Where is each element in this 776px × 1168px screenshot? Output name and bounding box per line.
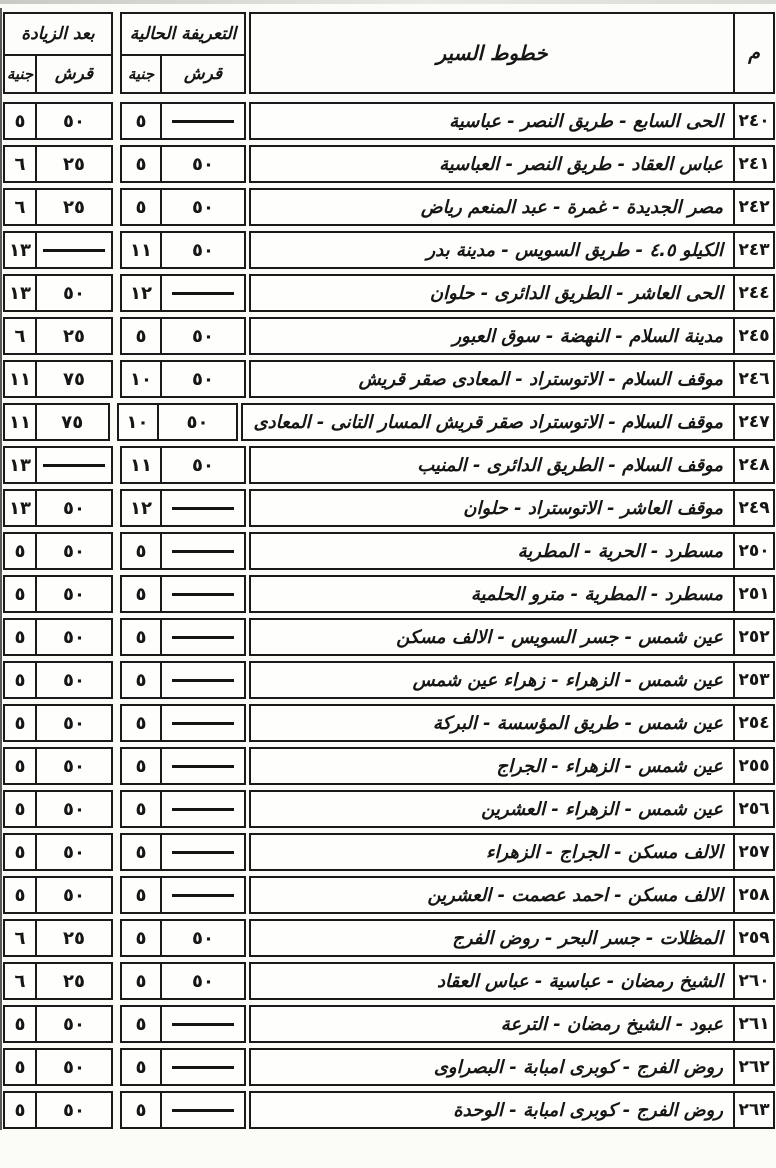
after-pounds-cell: ١٣ xyxy=(5,233,37,267)
after-piasters-cell: ٥٠ xyxy=(63,282,85,304)
after-piasters-cell: ٥٠ xyxy=(63,712,85,734)
after-increase-cells xyxy=(3,102,113,140)
route-cell: عين شمس - الزهراء - الجراج xyxy=(496,755,723,777)
current-tariff-cells xyxy=(120,489,246,527)
current-tariff-cells xyxy=(120,618,246,656)
route-cell: الشيخ رمضان - عباسية - عباس العقاد xyxy=(436,970,723,992)
current-pounds-cell: ٥ xyxy=(122,835,162,869)
table-row xyxy=(3,1005,775,1043)
after-increase-cells xyxy=(3,274,113,312)
route-serial-cells xyxy=(249,704,775,742)
current-piasters-cell xyxy=(162,792,244,826)
route-serial-cells xyxy=(249,833,775,871)
current-pounds-cell: ٥ xyxy=(122,964,162,998)
current-tariff-cells xyxy=(120,790,246,828)
route-cell: عين شمس - الزهراء - العشرين xyxy=(481,798,723,820)
table-row xyxy=(3,1048,775,1086)
table-row xyxy=(3,102,775,140)
after-pounds-cell: ٦ xyxy=(5,147,37,181)
route-serial-cells xyxy=(249,919,775,957)
route-cell: عين شمس - طريق المؤسسة - البركة xyxy=(432,712,723,734)
after-pounds-cell: ٦ xyxy=(5,190,37,224)
current-tariff-cells xyxy=(120,1005,246,1043)
route-cell: عين شمس - الزهراء - زهراء عين شمس xyxy=(412,669,723,691)
current-piasters-cell: ٥٠ xyxy=(192,325,214,347)
after-pounds-cell: ٥ xyxy=(5,620,37,654)
header-routes-serial xyxy=(249,12,775,94)
table-row xyxy=(3,1091,775,1129)
route-serial-cells xyxy=(249,360,775,398)
current-piasters-cell: ٥٠ xyxy=(192,196,214,218)
table-row xyxy=(3,403,775,441)
table-row xyxy=(3,532,775,570)
route-cell: موقف السلام - الطريق الدائرى - المنيب xyxy=(417,454,723,476)
after-piasters-cell: ٢٥ xyxy=(63,153,85,175)
current-tariff-cells xyxy=(120,231,246,269)
current-tariff-cells xyxy=(120,1048,246,1086)
no-value-dash xyxy=(172,507,234,510)
serial-cell: ٢٥١ xyxy=(733,577,773,611)
no-value-dash xyxy=(43,464,105,467)
current-piasters-cell xyxy=(162,749,244,783)
table-row xyxy=(3,188,775,226)
after-increase-cells xyxy=(3,403,110,441)
serial-cell: ٢٤٦ xyxy=(733,362,773,396)
after-piasters-cell: ٥٠ xyxy=(63,540,85,562)
route-serial-cells xyxy=(249,790,775,828)
table-body xyxy=(3,102,775,1129)
current-tariff-cells xyxy=(120,962,246,1000)
serial-cell: ٢٥٧ xyxy=(733,835,773,869)
current-piasters-cell xyxy=(162,663,244,697)
route-cell: الالف مسكن - احمد عصمت - العشرين xyxy=(427,884,723,906)
after-piasters-cell: ٥٠ xyxy=(63,583,85,605)
after-pounds-cell: ٥ xyxy=(5,792,37,826)
route-serial-cells xyxy=(249,661,775,699)
after-pounds-cell: ٦ xyxy=(5,319,37,353)
current-pounds-cell: ٥ xyxy=(122,1007,162,1041)
after-increase-cells xyxy=(3,231,113,269)
after-pounds-cell: ٥ xyxy=(5,1007,37,1041)
route-cell: موقف السلام - الاتوستراد - المعادى صقر قريش xyxy=(358,368,723,390)
after-pounds-cell: ١١ xyxy=(5,405,37,439)
after-pounds-cell: ٦ xyxy=(5,964,37,998)
current-pounds-cell: ٥ xyxy=(122,706,162,740)
no-value-dash xyxy=(172,1066,234,1069)
current-tariff-cells xyxy=(120,102,246,140)
current-pounds-cell: ٥ xyxy=(122,878,162,912)
no-value-dash xyxy=(43,249,105,252)
current-piasters-cell xyxy=(162,276,244,310)
no-value-dash xyxy=(172,765,234,768)
route-cell: مدينة السلام - النهضة - سوق العبور xyxy=(452,325,723,347)
after-increase-subheaders xyxy=(5,56,111,92)
after-pounds-cell: ٥ xyxy=(5,749,37,783)
route-serial-cells xyxy=(241,403,775,441)
current-tariff-cells xyxy=(117,403,239,441)
route-serial-cells xyxy=(249,1005,775,1043)
after-increase-cells xyxy=(3,747,113,785)
current-pounds-cell: ٥ xyxy=(122,104,162,138)
table-row xyxy=(3,231,775,269)
after-pounds-cell: ١٣ xyxy=(5,491,37,525)
route-cell: مسطرد - الحرية - المطرية xyxy=(517,540,723,562)
route-cell: مسطرد - المطرية - مترو الحلمية xyxy=(470,583,723,605)
after-increase-cells xyxy=(3,962,113,1000)
current-pounds-cell: ١١ xyxy=(122,448,162,482)
routes-column-header: خطوط السير xyxy=(436,41,548,65)
scan-edge-artifact-top xyxy=(0,0,776,4)
after-increase-cells xyxy=(3,618,113,656)
after-increase-cells xyxy=(3,1048,113,1086)
current-pounds-cell: ٥ xyxy=(122,147,162,181)
no-value-dash xyxy=(172,292,234,295)
current-pounds-cell: ٥ xyxy=(122,190,162,224)
table-row xyxy=(3,790,775,828)
table-row xyxy=(3,661,775,699)
after-pounds-cell: ٦ xyxy=(5,921,37,955)
serial-cell: ٢٦١ xyxy=(733,1007,773,1041)
current-piasters-cell xyxy=(162,1050,244,1084)
current-piasters-cell: ٥٠ xyxy=(192,239,214,261)
after-increase-cells xyxy=(3,575,113,613)
table-row xyxy=(3,618,775,656)
current-pounds-header: جنية xyxy=(122,56,162,92)
after-piasters-cell: ٥٠ xyxy=(63,884,85,906)
current-tariff-cells xyxy=(120,661,246,699)
no-value-dash xyxy=(172,894,234,897)
current-pounds-cell: ٥ xyxy=(122,921,162,955)
tariff-table xyxy=(3,12,775,1134)
after-increase-cells xyxy=(3,704,113,742)
route-cell: موقف العاشر - الاتوستراد - حلوان xyxy=(463,497,723,519)
current-piasters-cell: ٥٠ xyxy=(192,368,214,390)
after-piasters-cell: ٥٠ xyxy=(63,1056,85,1078)
serial-cell: ٢٤٧ xyxy=(733,405,773,439)
after-piasters-cell: ٢٥ xyxy=(63,325,85,347)
current-pounds-cell: ١٠ xyxy=(122,362,162,396)
no-value-dash xyxy=(172,851,234,854)
after-piasters-cell: ٥٠ xyxy=(63,798,85,820)
serial-cell: ٢٥٤ xyxy=(733,706,773,740)
route-serial-cells xyxy=(249,532,775,570)
route-cell: عباس العقاد - طريق النصر - العباسية xyxy=(439,153,723,175)
serial-cell: ٢٤٢ xyxy=(733,190,773,224)
no-value-dash xyxy=(172,593,234,596)
route-serial-cells xyxy=(249,1091,775,1129)
after-piasters-cell: ٥٠ xyxy=(63,497,85,519)
header-group-current-tariff xyxy=(120,12,246,94)
after-increase-cells xyxy=(3,145,113,183)
route-cell: روض الفرج - كوبرى امبابة - الوحدة xyxy=(453,1099,723,1121)
serial-cell: ٢٤٩ xyxy=(733,491,773,525)
after-increase-cells xyxy=(3,489,113,527)
route-serial-cells xyxy=(249,188,775,226)
after-pounds-header: جنية xyxy=(5,56,37,92)
current-tariff-cells xyxy=(120,575,246,613)
current-tariff-cells xyxy=(120,274,246,312)
current-piasters-cell xyxy=(162,104,244,138)
route-serial-cells xyxy=(249,102,775,140)
current-tariff-cells xyxy=(120,876,246,914)
table-row xyxy=(3,876,775,914)
current-piasters-cell: ٥٠ xyxy=(186,411,209,433)
route-cell: مصر الجديدة - غمرة - عبد المنعم رياض xyxy=(420,196,723,218)
serial-cell: ٢٤١ xyxy=(733,147,773,181)
table-row xyxy=(3,833,775,871)
after-piasters-cell: ٧٥ xyxy=(63,368,85,390)
table-row xyxy=(3,962,775,1000)
current-piasters-cell xyxy=(162,1007,244,1041)
after-piasters-cell: ٢٥ xyxy=(63,196,85,218)
current-tariff-subheaders xyxy=(122,56,244,92)
serial-cell: ٢٤٣ xyxy=(733,233,773,267)
serial-cell: ٢٥٩ xyxy=(733,921,773,955)
after-increase-title: بعد الزيادة xyxy=(5,14,111,56)
table-row xyxy=(3,704,775,742)
route-serial-cells xyxy=(249,575,775,613)
no-value-dash xyxy=(172,636,234,639)
no-value-dash xyxy=(172,550,234,553)
current-pounds-cell: ٥ xyxy=(122,749,162,783)
after-pounds-cell: ٥ xyxy=(5,706,37,740)
after-piasters-cell: ٧٥ xyxy=(61,411,84,433)
after-piasters-header: قرش xyxy=(54,64,94,84)
table-row xyxy=(3,145,775,183)
route-serial-cells xyxy=(249,274,775,312)
route-serial-cells xyxy=(249,1048,775,1086)
table-row xyxy=(3,575,775,613)
route-cell: موقف السلام - الاتوستراد صقر قريش المسار التانى - المعادى xyxy=(253,411,723,433)
after-pounds-cell: ٥ xyxy=(5,835,37,869)
route-cell: عين شمس - جسر السويس - الالف مسكن xyxy=(396,626,723,648)
current-piasters-cell: ٥٠ xyxy=(192,927,214,949)
after-increase-cells xyxy=(3,876,113,914)
current-tariff-cells xyxy=(120,317,246,355)
current-tariff-cells xyxy=(120,833,246,871)
after-pounds-cell: ١٣ xyxy=(5,276,37,310)
no-value-dash xyxy=(172,679,234,682)
no-value-dash xyxy=(172,808,234,811)
after-increase-cells xyxy=(3,919,113,957)
current-piasters-cell xyxy=(162,878,244,912)
current-pounds-cell: ٥ xyxy=(122,792,162,826)
serial-cell: ٢٥٠ xyxy=(733,534,773,568)
current-piasters-cell xyxy=(162,534,244,568)
after-pounds-cell: ٥ xyxy=(5,1050,37,1084)
after-piasters-cell: ٢٥ xyxy=(63,927,85,949)
after-pounds-cell: ٥ xyxy=(5,104,37,138)
after-piasters-cell: ٥٠ xyxy=(63,1013,85,1035)
current-piasters-cell xyxy=(162,577,244,611)
current-pounds-cell: ٥ xyxy=(122,620,162,654)
serial-cell: ٢٥٣ xyxy=(733,663,773,697)
table-header-row xyxy=(3,12,775,94)
serial-cell: ٢٥٥ xyxy=(733,749,773,783)
route-serial-cells xyxy=(249,231,775,269)
after-increase-cells xyxy=(3,188,113,226)
current-piasters-cell: ٥٠ xyxy=(192,454,214,476)
after-pounds-cell: ١٣ xyxy=(5,448,37,482)
no-value-dash xyxy=(172,120,234,123)
after-increase-cells xyxy=(3,532,113,570)
no-value-dash xyxy=(172,1109,234,1112)
after-pounds-cell: ٥ xyxy=(5,1093,37,1127)
scan-edge-artifact-left xyxy=(0,8,2,1130)
after-increase-cells xyxy=(3,790,113,828)
table-row xyxy=(3,489,775,527)
current-piasters-cell xyxy=(162,620,244,654)
current-tariff-cells xyxy=(120,145,246,183)
after-increase-cells xyxy=(3,1005,113,1043)
route-cell: الحى السابع - طريق النصر - عباسية xyxy=(449,110,723,132)
serial-cell: ٢٦٠ xyxy=(733,964,773,998)
serial-cell: ٢٥٢ xyxy=(733,620,773,654)
after-pounds-cell: ٥ xyxy=(5,577,37,611)
current-tariff-cells xyxy=(120,188,246,226)
after-piasters-cell: ٥٠ xyxy=(63,755,85,777)
serial-cell: ٢٦٣ xyxy=(733,1093,773,1127)
after-piasters-cell: ٥٠ xyxy=(63,1099,85,1121)
current-piasters-cell: ٥٠ xyxy=(192,153,214,175)
current-piasters-cell xyxy=(162,1093,244,1127)
current-pounds-cell: ١١ xyxy=(122,233,162,267)
route-cell: المظلات - جسر البحر - روض الفرج xyxy=(452,927,723,949)
no-value-dash xyxy=(172,1023,234,1026)
after-pounds-cell: ٥ xyxy=(5,663,37,697)
after-pounds-cell: ١١ xyxy=(5,362,37,396)
serial-column-header: م xyxy=(733,14,773,92)
route-serial-cells xyxy=(249,962,775,1000)
current-pounds-cell: ٥ xyxy=(122,663,162,697)
header-group-after-increase xyxy=(3,12,113,94)
route-serial-cells xyxy=(249,317,775,355)
current-piasters-cell xyxy=(162,835,244,869)
route-serial-cells xyxy=(249,876,775,914)
table-row xyxy=(3,747,775,785)
after-increase-cells xyxy=(3,317,113,355)
current-pounds-cell: ٥ xyxy=(122,1093,162,1127)
serial-cell: ٢٤٨ xyxy=(733,448,773,482)
no-value-dash xyxy=(172,722,234,725)
current-pounds-cell: ٥ xyxy=(122,577,162,611)
route-serial-cells xyxy=(249,747,775,785)
current-tariff-cells xyxy=(120,747,246,785)
current-tariff-cells xyxy=(120,919,246,957)
route-cell: روض الفرج - كوبرى امبابة - البصراوى xyxy=(433,1056,723,1078)
serial-cell: ٢٥٦ xyxy=(733,792,773,826)
route-serial-cells xyxy=(249,145,775,183)
current-tariff-cells xyxy=(120,704,246,742)
after-pounds-cell: ٥ xyxy=(5,534,37,568)
after-piasters-cell: ٥٠ xyxy=(63,110,85,132)
table-row xyxy=(3,446,775,484)
current-piasters-cell: ٥٠ xyxy=(192,970,214,992)
table-row xyxy=(3,317,775,355)
after-piasters-cell: ٥٠ xyxy=(63,669,85,691)
after-piasters-cell: ٥٠ xyxy=(63,626,85,648)
current-tariff-cells xyxy=(120,446,246,484)
current-piasters-cell xyxy=(162,706,244,740)
serial-cell: ٢٥٨ xyxy=(733,878,773,912)
after-piasters-cell xyxy=(37,233,111,267)
current-piasters-cell xyxy=(162,491,244,525)
current-pounds-cell: ٥ xyxy=(122,534,162,568)
after-increase-cells xyxy=(3,446,113,484)
after-piasters-cell: ٢٥ xyxy=(63,970,85,992)
serial-cell: ٢٤٤ xyxy=(733,276,773,310)
route-serial-cells xyxy=(249,618,775,656)
route-serial-cells xyxy=(249,489,775,527)
table-row xyxy=(3,919,775,957)
after-piasters-cell: ٥٠ xyxy=(63,841,85,863)
current-tariff-cells xyxy=(120,1091,246,1129)
serial-cell: ٢٦٢ xyxy=(733,1050,773,1084)
current-pounds-cell: ١٢ xyxy=(122,491,162,525)
serial-cell: ٢٤٠ xyxy=(733,104,773,138)
current-piasters-header: قرش xyxy=(183,64,223,84)
current-tariff-cells xyxy=(120,532,246,570)
after-increase-cells xyxy=(3,833,113,871)
current-tariff-title: التعريفة الحالية xyxy=(122,14,244,56)
after-increase-cells xyxy=(3,360,113,398)
after-increase-cells xyxy=(3,1091,113,1129)
current-tariff-cells xyxy=(120,360,246,398)
route-cell: الكيلو ٤.٥ - طريق السويس - مدينة بدر xyxy=(426,239,723,261)
serial-cell: ٢٤٥ xyxy=(733,319,773,353)
route-cell: الالف مسكن - الجراج - الزهراء xyxy=(486,841,723,863)
current-pounds-cell: ١٠ xyxy=(119,405,159,439)
after-increase-cells xyxy=(3,661,113,699)
current-pounds-cell: ٥ xyxy=(122,1050,162,1084)
route-serial-cells xyxy=(249,446,775,484)
current-pounds-cell: ٥ xyxy=(122,319,162,353)
current-pounds-cell: ١٢ xyxy=(122,276,162,310)
route-cell: عبود - الشيخ رمضان - الترعة xyxy=(500,1013,723,1035)
after-piasters-cell xyxy=(37,448,111,482)
route-cell: الحى العاشر - الطريق الدائرى - حلوان xyxy=(429,282,723,304)
table-row xyxy=(3,274,775,312)
after-pounds-cell: ٥ xyxy=(5,878,37,912)
table-row xyxy=(3,360,775,398)
